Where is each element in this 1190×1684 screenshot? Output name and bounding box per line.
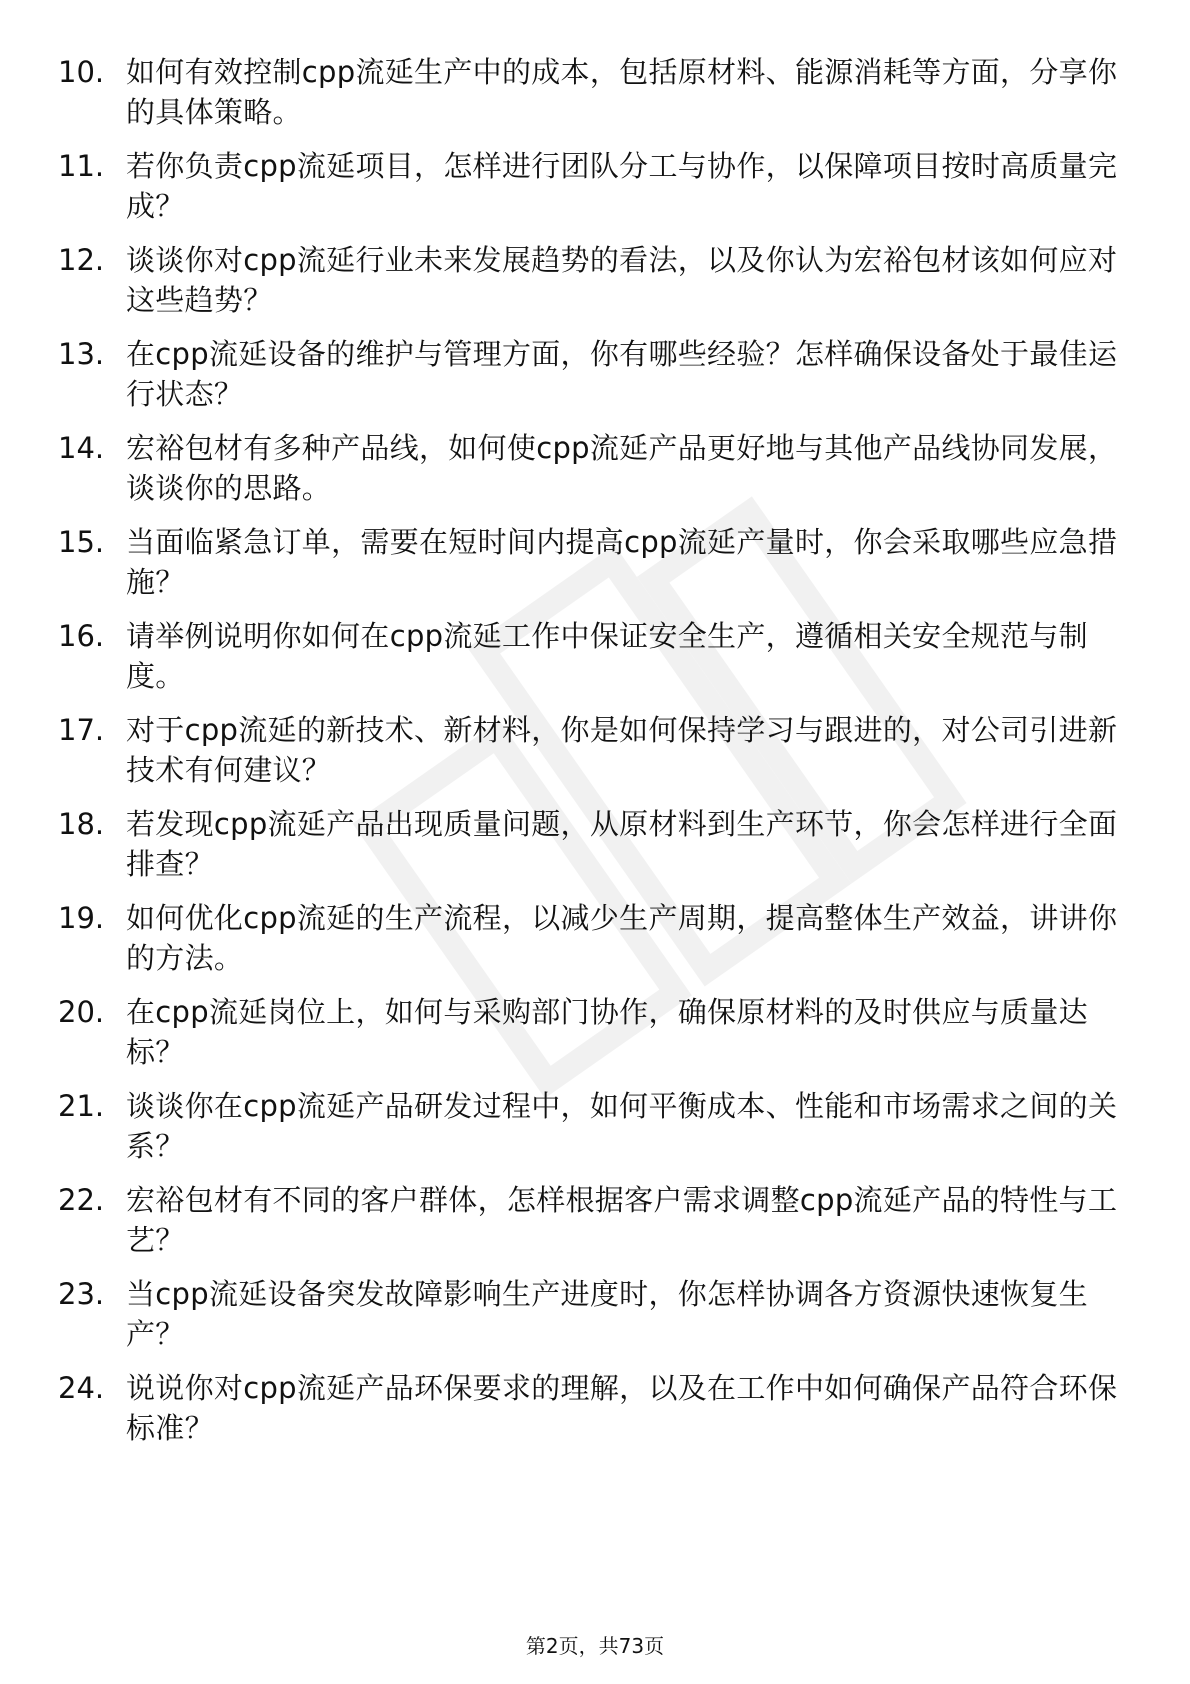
question-number: 23. [58, 1277, 105, 1311]
list-item [58, 1180, 1138, 1260]
question-number: 11. [58, 149, 105, 183]
page-footer: 第2页，共73页 [525, 1634, 665, 1658]
question-number: 18. [58, 807, 105, 841]
question-text: 谈谈你对cpp流延行业未来发展趋势的看法，以及你认为宏裕包材该如何应对这些趋势？ [126, 243, 1118, 317]
list-item [58, 710, 1138, 790]
question-text: 宏裕包材有不同的客户群体，怎样根据客户需求调整cpp流延产品的特性与工艺？ [126, 1183, 1118, 1257]
list-item [58, 52, 1138, 132]
question-text: 说说你对cpp流延产品环保要求的理解，以及在工作中如何确保产品符合环保标准？ [126, 1371, 1118, 1445]
list-item [58, 804, 1138, 884]
question-text: 如何优化cpp流延的生产流程，以减少生产周期，提高整体生产效益，讲讲你的方法。 [126, 901, 1118, 975]
question-number: 10. [58, 55, 105, 89]
list-item [58, 240, 1138, 320]
question-number: 15. [58, 525, 105, 559]
list-item [58, 334, 1138, 414]
question-text: 若发现cpp流延产品出现质量问题，从原材料到生产环节，你会怎样进行全面排查？ [126, 807, 1118, 881]
question-text: 若你负责cpp流延项目，怎样进行团队分工与协作，以保障项目按时高质量完成？ [126, 149, 1118, 223]
list-item [58, 428, 1138, 508]
question-text: 谈谈你在cpp流延产品研发过程中，如何平衡成本、性能和市场需求之间的关系？ [126, 1089, 1118, 1163]
list-item [58, 146, 1138, 226]
list-item [58, 898, 1138, 978]
question-number: 13. [58, 337, 105, 371]
question-number: 17. [58, 713, 105, 747]
question-text: 在cpp流延设备的维护与管理方面，你有哪些经验？怎样确保设备处于最佳运行状态？ [126, 337, 1118, 411]
list-item [58, 1274, 1138, 1354]
question-number: 24. [58, 1371, 105, 1405]
question-text: 对于cpp流延的新技术、新材料，你是如何保持学习与跟进的，对公司引进新技术有何建议？ [126, 713, 1118, 787]
question-text: 在cpp流延岗位上，如何与采购部门协作，确保原材料的及时供应与质量达标？ [126, 995, 1088, 1069]
question-text: 当面临紧急订单，需要在短时间内提高cpp流延产量时，你会采取哪些应急措施？ [126, 525, 1118, 599]
question-list [58, 52, 1138, 1462]
question-number: 19. [58, 901, 105, 935]
question-text: 请举例说明你如何在cpp流延工作中保证安全生产，遵循相关安全规范与制度。 [126, 619, 1088, 693]
list-item [58, 616, 1138, 696]
question-text: 当cpp流延设备突发故障影响生产进度时，你怎样协调各方资源快速恢复生产？ [126, 1277, 1088, 1351]
question-text: 如何有效控制cpp流延生产中的成本，包括原材料、能源消耗等方面，分享你的具体策略。 [126, 55, 1118, 129]
question-number: 16. [58, 619, 105, 653]
question-number: 21. [58, 1089, 105, 1123]
question-number: 20. [58, 995, 105, 1029]
question-text: 宏裕包材有多种产品线，如何使cpp流延产品更好地与其他产品线协同发展，谈谈你的思路。 [126, 431, 1118, 505]
list-item [58, 992, 1138, 1072]
question-number: 12. [58, 243, 105, 277]
list-item [58, 522, 1138, 602]
list-item [58, 1086, 1138, 1166]
question-number: 22. [58, 1183, 105, 1217]
list-item [58, 1368, 1138, 1448]
question-number: 14. [58, 431, 105, 465]
